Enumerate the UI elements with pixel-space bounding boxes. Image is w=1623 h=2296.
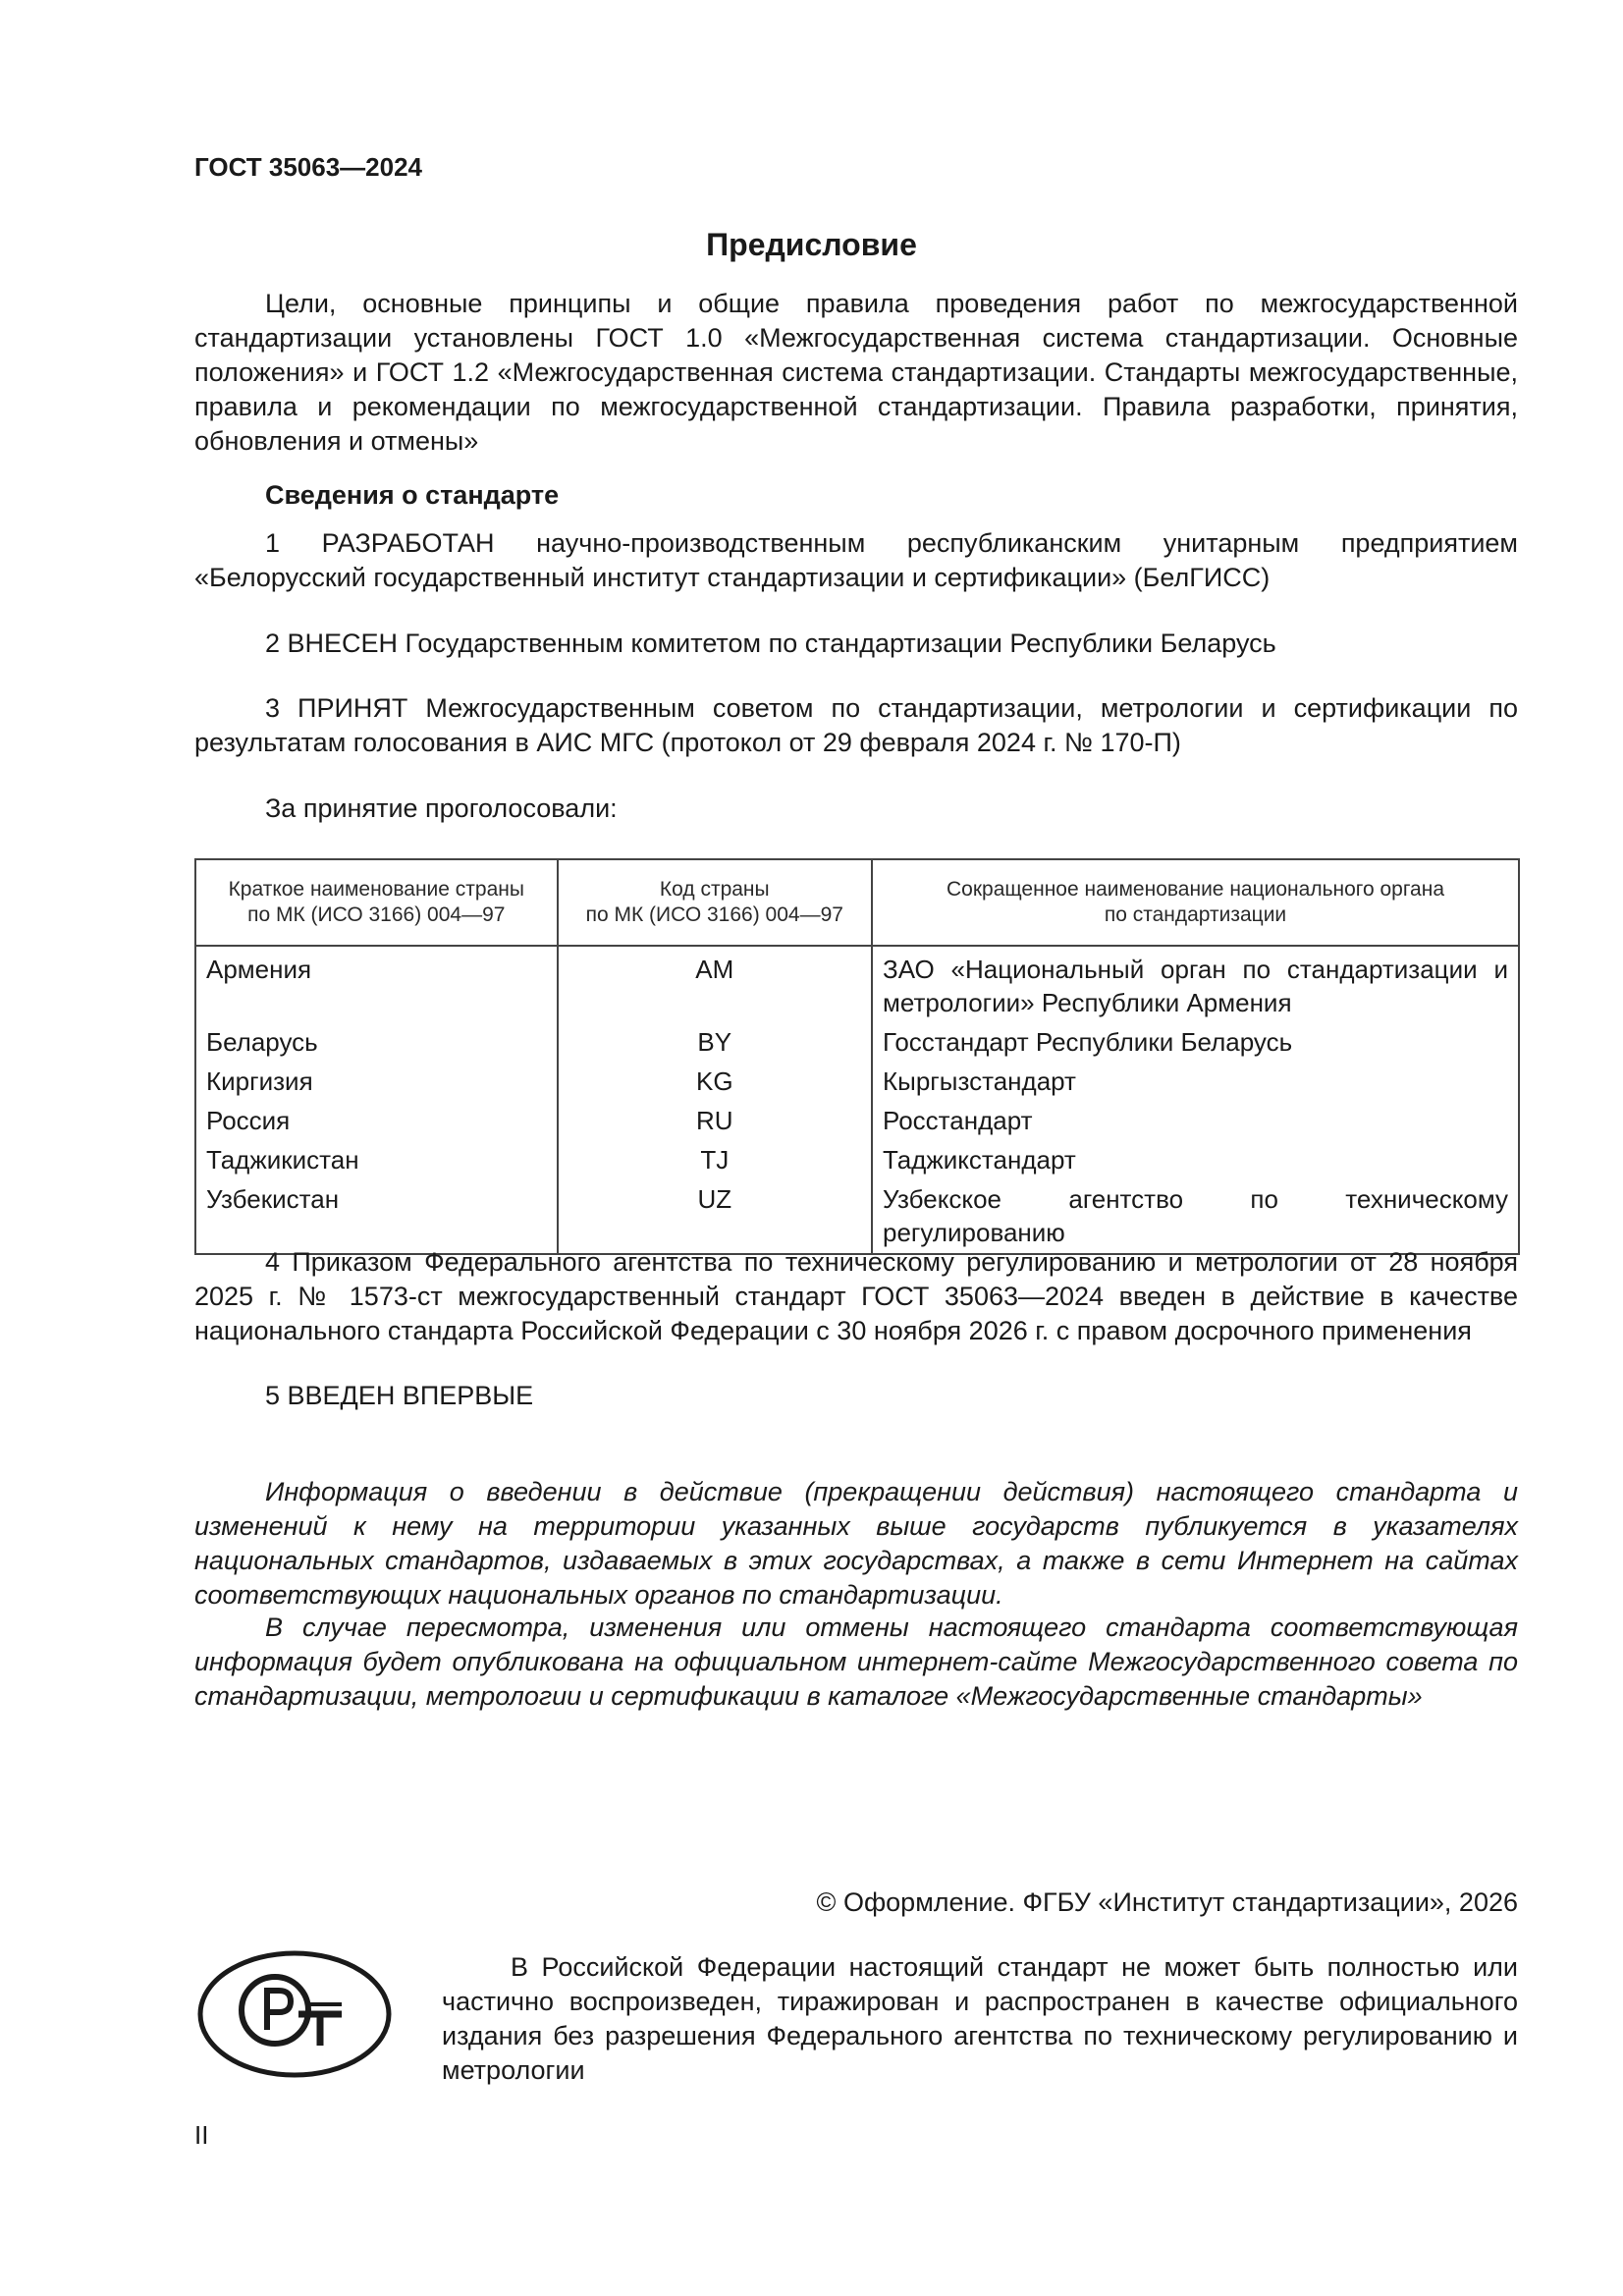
table-row [195,1179,1519,1254]
table-row [195,1062,1519,1101]
info-heading: Сведения о стандарте [265,480,560,510]
table-row [195,1022,1519,1062]
table-row [195,946,1519,1022]
country-cell: Армения [195,946,558,1022]
rights-notice: В Российской Федерации настоящий стандарт не может быть полностью или частично воспроизведен, тиражирован и распространен в качестве официального издания без разрешения Федерального агентства по техническому регулированию и метрологии [442,1952,1518,2085]
code-cell: KG [558,1062,872,1101]
header-code: Код страны по МК (ИСО 3166) 004—97 [558,859,872,946]
org-cell: Таджикстандарт [872,1140,1519,1179]
header-country: Краткое наименование страны по МК (ИСО 3166) 004—97 [195,859,558,946]
country-cell: Киргизия [195,1062,558,1101]
rst-emblem-icon [196,1949,393,2079]
document-header: ГОСТ 35063—2024 [194,152,422,182]
item-2: 2 ВНЕСЕН Государственным комитетом по стандартизации Республики Беларусь [265,629,1276,658]
gost-r-logo [196,1949,393,2079]
country-cell: Беларусь [195,1022,558,1062]
item-1: 1 РАЗРАБОТАН научно-производственным республиканским унитарным предприятием «Белорусский государственный институт стандартизации и сертификации» (БелГИСС) [194,528,1518,592]
org-cell: Узбекское агентство по техническому регулированию [872,1179,1519,1254]
header-org: Сокращенное наименование национального органа по стандартизации [872,859,1519,946]
org-cell: ЗАО «Национальный орган по стандартизации и метрологии» Республики Армения [872,946,1519,1022]
page-title: Предисловие [706,227,917,262]
table-row [195,1101,1519,1140]
code-cell: UZ [558,1179,872,1254]
notice-paragraph-1: Информация о введении в действие (прекращении действия) настоящего стандарта и изменений к нему на территории указанных выше государств публикуется в указателях национальных стандартов, издаваемых в этих государствах, а также в сети Интернет на сайтах соответствующих национальных органов по стандартизации. [194,1477,1518,1610]
page-number: II [194,2120,209,2150]
code-cell: TJ [558,1140,872,1179]
org-cell: Росстандарт [872,1101,1519,1140]
country-cell: Таджикистан [195,1140,558,1179]
code-cell: AM [558,946,872,1022]
voted-label: За принятие проголосовали: [265,793,618,823]
table-header-row [195,859,1519,946]
code-cell: RU [558,1101,872,1140]
item-3: 3 ПРИНЯТ Межгосударственным советом по стандартизации, метрологии и сертификации по результатам голосования в АИС МГС (протокол от 29 февраля 2024 г. № 170-П) [194,693,1518,757]
country-cell: Узбекистан [195,1179,558,1254]
intro-paragraph: Цели, основные принципы и общие правила проведения работ по межгосударственной стандартизации установлены ГОСТ 1.0 «Межгосударственная система стандартизации. Основные положения» и ГОСТ 1.2 «Межгосударственная система стандартизации. Стандарты межгосударственные, правила и рекомендации по межгосударственной стандартизации. Правила разработки, принятия, обновления и отмены» [194,289,1518,456]
item-5: 5 ВВЕДЕН ВПЕРВЫЕ [265,1381,534,1410]
item-4: 4 Приказом Федерального агентства по техническому регулированию и метрологии от 28 ноября 2025 г. № 1573-ст межгосударственный стандарт ГОСТ 35063—2024 введен в действие в качестве национального стандарта Российской Федерации с 30 ноября 2026 г. с правом досрочного применения [194,1247,1518,1345]
org-cell: Госстандарт Республики Беларусь [872,1022,1519,1062]
table-row [195,1140,1519,1179]
voting-countries-table [194,858,1520,1255]
country-cell: Россия [195,1101,558,1140]
copyright-line: © Оформление. ФГБУ «Институт стандартизации», 2026 [816,1887,1518,1917]
code-cell: BY [558,1022,872,1062]
notice-paragraph-2: В случае пересмотра, изменения или отмены настоящего стандарта соответствующая информация будет опубликована на официальном интернет-сайте Межгосударственного совета по стандартизации, метрологии и сертификации в каталоге «Межгосударственные стандарты» [194,1613,1518,1711]
org-cell: Кыргызстандарт [872,1062,1519,1101]
